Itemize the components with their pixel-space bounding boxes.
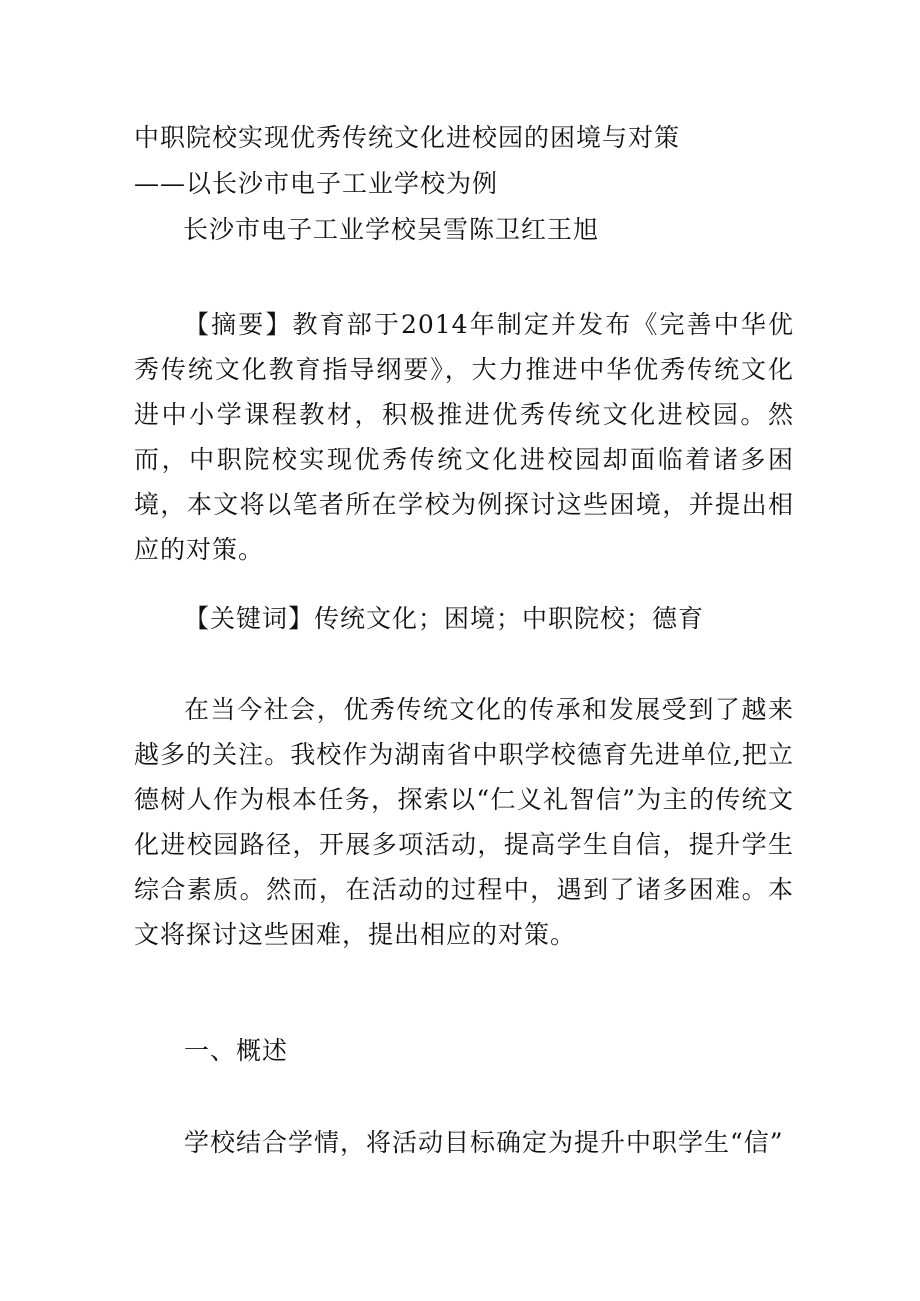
page-subtitle: ——以长沙市电子工业学校为例	[134, 169, 499, 198]
section-heading: 一、概述	[184, 1036, 289, 1065]
page-title: 中职院校实现优秀传统文化进校园的困境与对策	[134, 123, 681, 152]
keywords-paragraph: 【关键词】传统文化；困境；中职院校；德育	[184, 604, 705, 633]
author-line: 长沙市电子工业学校吴雪陈卫红王旭	[183, 215, 600, 244]
section-paragraph: 学校结合学情，将活动目标确定为提升中职学生“信”	[184, 1128, 784, 1157]
abstract-paragraph: 【摘要】教育部于2014年制定并发布《完善中华优秀传统文化教育指导纲要》，大力推进中华优秀传统文化进中小学课程教材，积极推进优秀传统文化进校园。然而，中职院校实现优秀传统文化进校园却面临着诸多困境，本文将以笔者所在学校为例探讨这些困境，并提出相应的对策。	[134, 310, 794, 564]
intro-paragraph: 在当今社会，优秀传统文化的传承和发展受到了越来越多的关注。我校作为湖南省中职学校德育先进单位,把立德树人作为根本任务，探索以“仁义礼智信”为主的传统文化进校园路径，开展多项活动，提高学生自信，提升学生综合素质。然而，在活动的过程中，遇到了诸多困难。本文将探讨这些困难，提出相应的对策。	[134, 695, 794, 949]
